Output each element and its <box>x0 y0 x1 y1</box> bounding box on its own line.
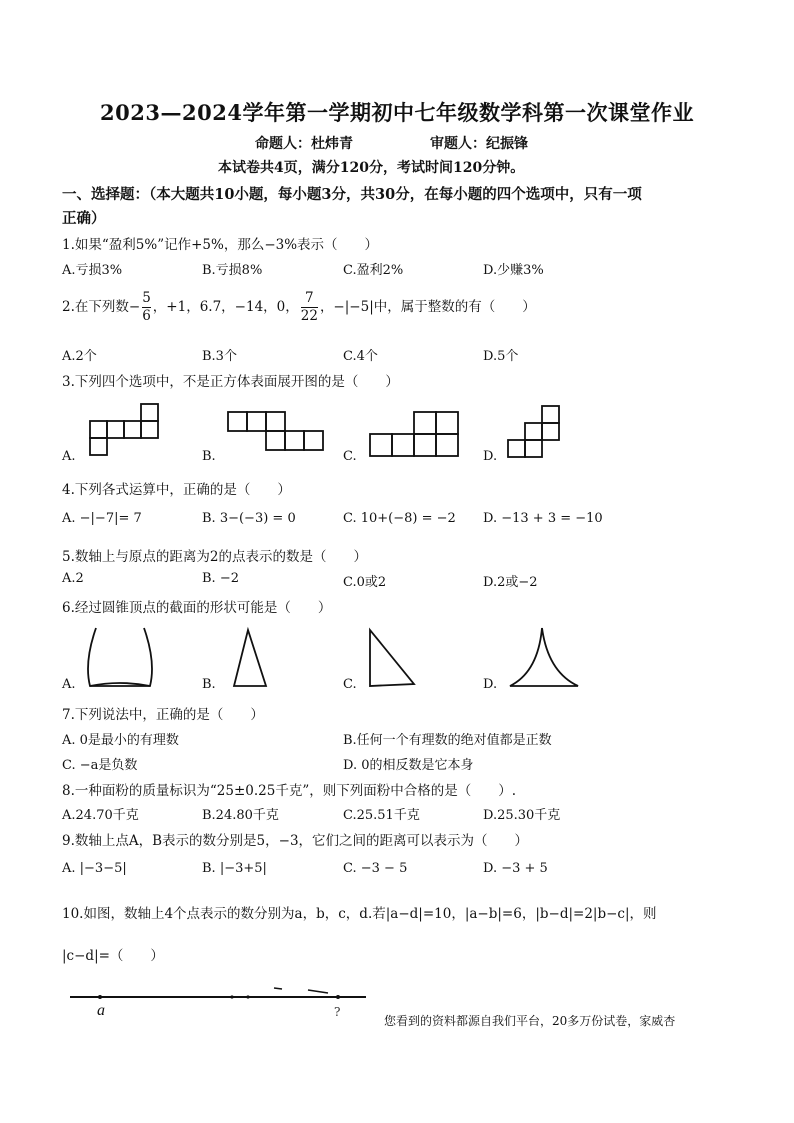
number-line-figure <box>66 978 376 1028</box>
q2-option-b: B.3个 <box>202 349 237 364</box>
q1-option-a: A.亏损3% <box>62 263 123 278</box>
setter: 命题人：杜炜青 <box>255 136 353 152</box>
point-a-label: a <box>97 1002 105 1019</box>
q9-option-d: D. −3 + 5 <box>483 861 548 876</box>
question-4: 4.下列各式运算中，正确的是（ ） <box>62 482 291 498</box>
fraction-7-22: $\frac{7}{22}$ <box>300 290 318 324</box>
section-shape-right-triangle <box>362 626 420 690</box>
cube-net-c <box>362 408 482 462</box>
q4-option-b: B. 3−(−3) = 0 <box>202 511 296 526</box>
exam-info: 本试卷共4页，满分120分，考试时间120分钟。 <box>218 160 525 176</box>
question-9: 9.数轴上点A，B表示的数分别是5，−3，它们之间的距离可以表示为（ ） <box>62 833 529 849</box>
q3-option-a: A. <box>62 449 76 464</box>
page-title: 2023—2024学年第一学期初中七年级数学科第一次课堂作业 <box>100 100 694 125</box>
cube-net-d <box>502 400 582 462</box>
q7-option-d: D. 0的相反数是它本身 <box>343 758 474 773</box>
q4-option-c: C. 10+(−8) = −2 <box>343 511 456 526</box>
fraction-5-6: $\frac{5}{6}$ <box>142 290 151 324</box>
q6-option-d: D. <box>483 677 498 692</box>
q1-option-b: B.亏损8% <box>202 263 263 278</box>
q8-option-a: A.24.70千克 <box>62 808 139 823</box>
q8-option-d: D.25.30千克 <box>483 808 561 823</box>
q9-option-c: C. −3 − 5 <box>343 861 408 876</box>
q5-option-d: D.2或−2 <box>483 575 538 590</box>
q8-option-b: B.24.80千克 <box>202 808 279 823</box>
q5-option-b: B. −2 <box>202 571 239 586</box>
q6-option-b: B. <box>202 677 216 692</box>
question-8: 8.一种面粉的质量标识为“25±0.25千克”，则下列面粉中合格的是（ ）. <box>62 783 517 799</box>
question-5: 5.数轴上与原点的距离为2的点表示的数是（ ） <box>62 549 367 565</box>
reviewer: 审题人：纪振锋 <box>430 136 528 152</box>
q7-option-a: A. 0是最小的有理数 <box>62 733 179 748</box>
q8-option-c: C.25.51千克 <box>343 808 420 823</box>
section-shape-curved-triangle <box>504 624 584 690</box>
section-shape-arch <box>82 622 158 690</box>
q6-option-c: C. <box>343 677 357 692</box>
q5-option-c: C.0或2 <box>343 575 387 590</box>
question-10: 10.如图，数轴上4个点表示的数分别为a，b，c，d.若|a−d|=10，|a−b|=6，|b−d|=2|b−c|，则 <box>62 906 657 922</box>
question-10-cont: |c−d|=（ ） <box>62 948 164 964</box>
q4-option-a: A. −|−7|= 7 <box>62 511 142 526</box>
q1-option-c: C.盈利2% <box>343 263 404 278</box>
question-3: 3.下列四个选项中，不是正方体表面展开图的是（ ） <box>62 374 399 390</box>
q3-option-c: C. <box>343 449 357 464</box>
q6-option-a: A. <box>62 677 76 692</box>
q2-option-a: A.2个 <box>62 349 97 364</box>
section-heading-cont: 正确） <box>62 210 106 227</box>
q1-option-d: D.少赚3% <box>483 263 544 278</box>
svg-text:?: ? <box>334 1005 341 1019</box>
q9-option-a: A. |−3−5| <box>62 861 127 876</box>
footer-note: 您看到的资料都源自我们平台，20多万份试卷，家威杏 <box>384 1014 676 1028</box>
question-1: 1.如果“盈利5%”记作+5%，那么−3%表示（ ） <box>62 237 379 253</box>
q7-option-b: B.任何一个有理数的绝对值都是正数 <box>343 733 552 748</box>
q3-option-d: D. <box>483 449 498 464</box>
section-shape-triangle <box>228 626 272 690</box>
q2-option-c: C.4个 <box>343 349 378 364</box>
cube-net-a <box>80 400 170 462</box>
q4-option-d: D. −13 + 3 = −10 <box>483 511 603 526</box>
cube-net-b <box>222 408 342 458</box>
q7-option-c: C. −a是负数 <box>62 758 138 773</box>
question-7: 7.下列说法中，正确的是（ ） <box>62 707 264 723</box>
question-2: 2.在下列数− $\frac{5}{6}$ ，+1，6.7，−14，0， $\frac{7}{22}$ ，−|−5|中，属于整数的有（ ） <box>62 290 536 324</box>
section-heading: 一、选择题：（本大题共10小题，每小题3分，共30分，在每小题的四个选项中，只有一项 <box>62 186 642 203</box>
q2-option-d: D.5个 <box>483 349 519 364</box>
q9-option-b: B. |−3+5| <box>202 861 267 876</box>
q3-option-b: B. <box>202 449 216 464</box>
question-6: 6.经过圆锥顶点的截面的形状可能是（ ） <box>62 600 332 616</box>
q5-option-a: A.2 <box>62 571 84 586</box>
